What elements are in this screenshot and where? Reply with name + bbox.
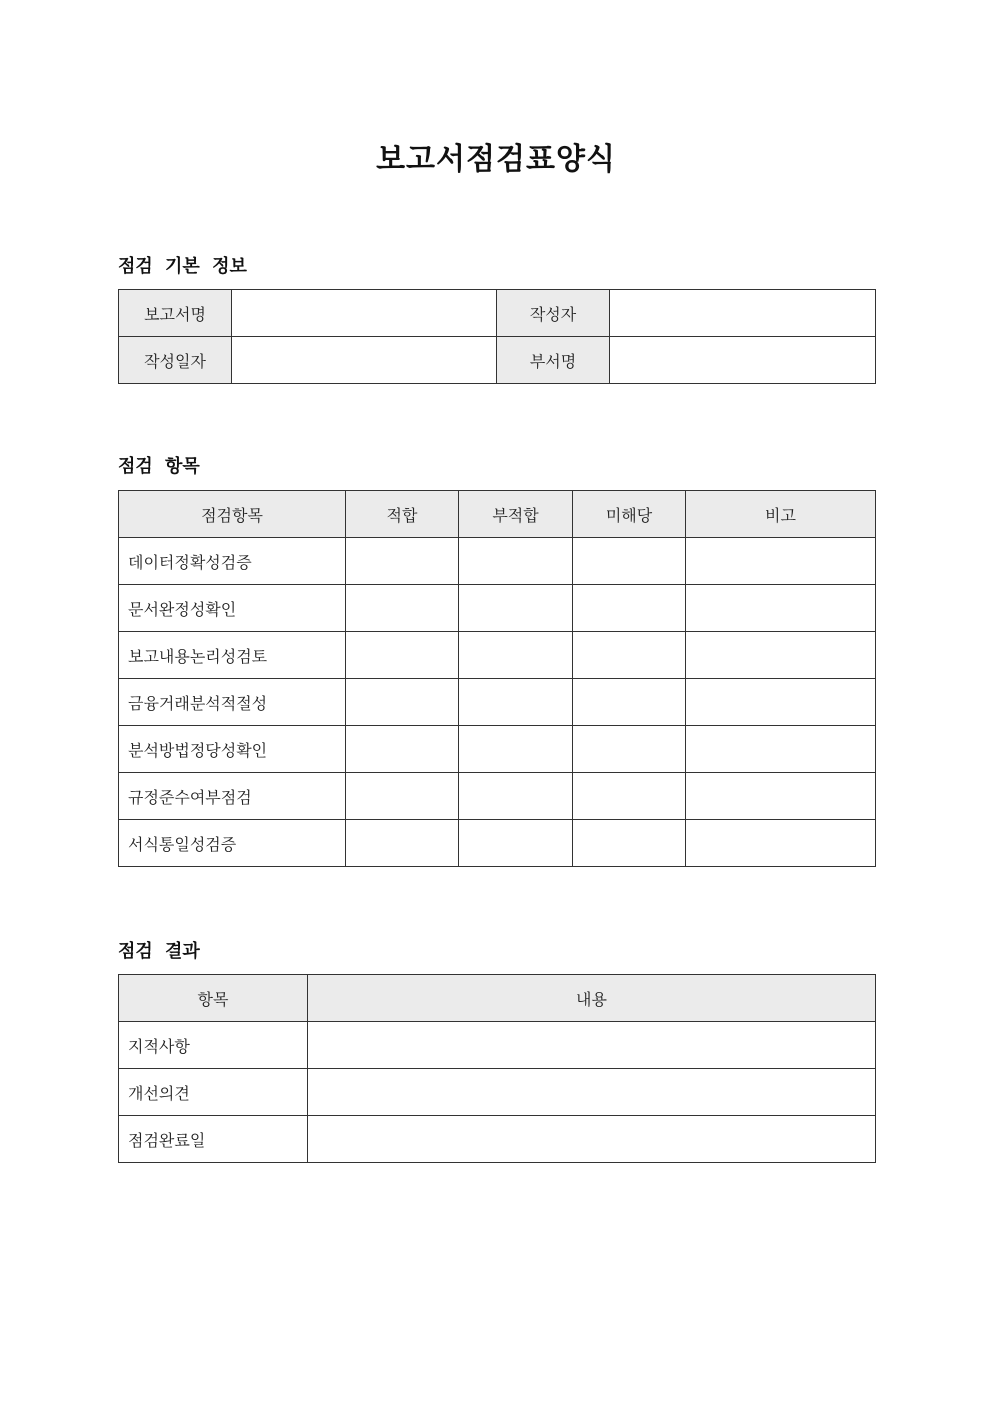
fail-cell[interactable] <box>459 679 573 726</box>
na-cell[interactable] <box>573 679 686 726</box>
department-label: 부서명 <box>497 337 610 384</box>
pass-cell[interactable] <box>346 632 459 679</box>
fail-cell[interactable] <box>459 585 573 632</box>
remarks-cell[interactable] <box>686 773 876 820</box>
na-cell[interactable] <box>573 820 686 867</box>
column-header-item: 점검항목 <box>119 491 346 538</box>
na-cell[interactable] <box>573 773 686 820</box>
na-cell[interactable] <box>573 726 686 773</box>
column-header-fail: 부적합 <box>459 491 573 538</box>
pass-cell[interactable] <box>346 773 459 820</box>
check-items-heading: 점검 항목 <box>118 456 200 477</box>
result-content-cell[interactable] <box>308 1069 876 1116</box>
table-row <box>119 1116 876 1163</box>
department-field[interactable] <box>610 337 876 384</box>
table-row <box>119 773 876 820</box>
remarks-cell[interactable] <box>686 679 876 726</box>
na-cell[interactable] <box>573 538 686 585</box>
author-label: 작성자 <box>497 290 610 337</box>
table-row <box>119 1022 876 1069</box>
column-header-content: 내용 <box>308 975 876 1022</box>
pass-cell[interactable] <box>346 726 459 773</box>
remarks-cell[interactable] <box>686 538 876 585</box>
date-label: 작성일자 <box>119 337 232 384</box>
remarks-cell[interactable] <box>686 585 876 632</box>
report-name-field[interactable] <box>232 290 497 337</box>
date-field[interactable] <box>232 337 497 384</box>
table-row <box>119 820 876 867</box>
remarks-cell[interactable] <box>686 632 876 679</box>
check-item-label: 서식통일성검증 <box>119 820 346 867</box>
table-row <box>119 726 876 773</box>
table-row <box>119 632 876 679</box>
table-row <box>119 538 876 585</box>
basic-info-table <box>118 289 876 384</box>
check-item-label: 분석방법정당성확인 <box>119 726 346 773</box>
column-header-na: 미해당 <box>573 491 686 538</box>
result-item-label: 지적사항 <box>119 1022 308 1069</box>
fail-cell[interactable] <box>459 773 573 820</box>
report-name-label: 보고서명 <box>119 290 232 337</box>
pass-cell[interactable] <box>346 679 459 726</box>
check-item-label: 보고내용논리성검토 <box>119 632 346 679</box>
check-items-table <box>118 490 876 867</box>
column-header-category: 항목 <box>119 975 308 1022</box>
na-cell[interactable] <box>573 585 686 632</box>
fail-cell[interactable] <box>459 726 573 773</box>
fail-cell[interactable] <box>459 538 573 585</box>
table-row <box>119 585 876 632</box>
check-item-label: 금융거래분석적절성 <box>119 679 346 726</box>
remarks-cell[interactable] <box>686 820 876 867</box>
check-item-label: 문서완정성확인 <box>119 585 346 632</box>
result-content-cell[interactable] <box>308 1022 876 1069</box>
table-row <box>119 679 876 726</box>
result-item-label: 개선의견 <box>119 1069 308 1116</box>
remarks-cell[interactable] <box>686 726 876 773</box>
fail-cell[interactable] <box>459 820 573 867</box>
na-cell[interactable] <box>573 632 686 679</box>
check-item-label: 데이터정확성검증 <box>119 538 346 585</box>
result-item-label: 점검완료일 <box>119 1116 308 1163</box>
pass-cell[interactable] <box>346 585 459 632</box>
result-content-cell[interactable] <box>308 1116 876 1163</box>
author-field[interactable] <box>610 290 876 337</box>
table-row <box>119 1069 876 1116</box>
basic-info-heading: 점검 기본 정보 <box>118 256 247 277</box>
page-title: 보고서점검표양식 <box>376 142 616 177</box>
pass-cell[interactable] <box>346 820 459 867</box>
column-header-remarks: 비고 <box>686 491 876 538</box>
check-item-label: 규정준수여부점검 <box>119 773 346 820</box>
column-header-pass: 적합 <box>346 491 459 538</box>
result-table <box>118 974 876 1163</box>
pass-cell[interactable] <box>346 538 459 585</box>
fail-cell[interactable] <box>459 632 573 679</box>
result-heading: 점검 결과 <box>118 941 200 962</box>
